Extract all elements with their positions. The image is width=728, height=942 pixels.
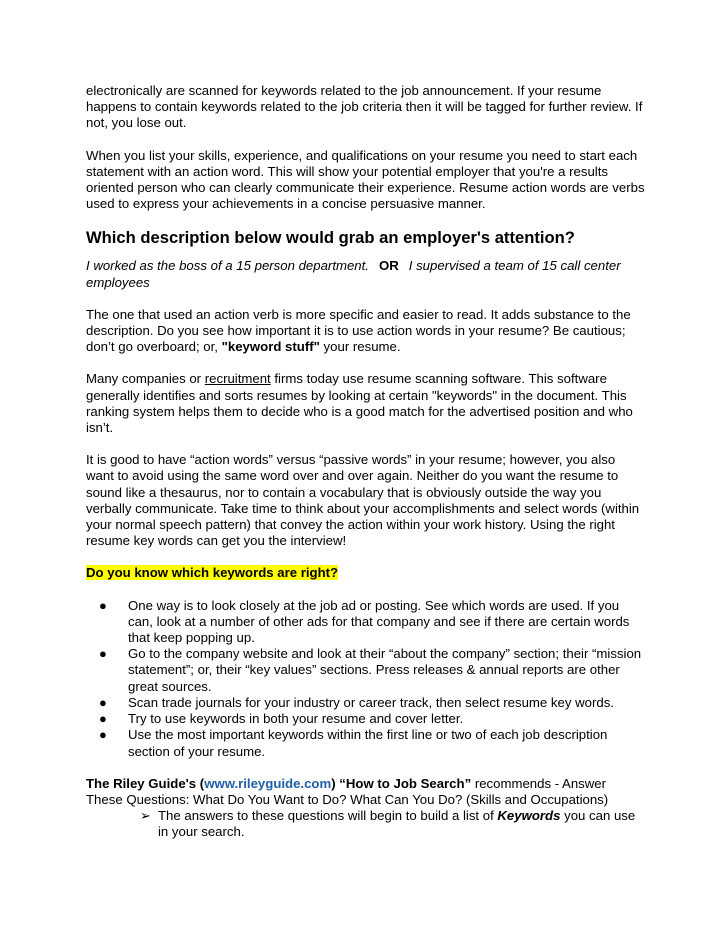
action-verb-paragraph <box>86 307 646 356</box>
scanning-end: firms today use resume scanning software. This software generally identifies and sorts resumes by looking at certain "keywords" in the document. This ranking system helps them to decide who is a good match for the advertised position and who isn’t. <box>86 371 633 436</box>
list-item <box>86 711 646 727</box>
keyword-tips-list <box>86 598 646 760</box>
comparison-left: I worked as the boss of a 15 person department. <box>86 258 369 274</box>
arrow-list-item <box>86 808 646 840</box>
list-item <box>86 727 646 759</box>
highlight-heading-line <box>86 565 646 581</box>
list-item-text: One way is to look closely at the job ad or posting. See which words are used. If you can, look at a number of other ads for that company and see if there are certain words that keep popping up. <box>128 597 630 646</box>
document-page <box>86 83 646 841</box>
intro-paragraph: electronically are scanned for keywords related to the job announcement. If your resume happens to contain keywords related to the job criteria then it will be tagged for further review. If not, you lose out. <box>86 83 643 131</box>
keyword-stuff-bold: "keyword stuff" <box>221 339 320 355</box>
keywords-emphasis: Keywords <box>497 808 561 824</box>
how-to-job-search-title: ) “How to Job Search” <box>331 775 472 791</box>
action-word-paragraph: When you list your skills, experience, and qualifications on your resume you need to start each statement with an action word. This will show your potential employer that you're a results oriented person who can clearly communicate their experience. Resume action words are verbs used to express your achievements in a concise persuasive manner. <box>86 147 645 212</box>
riley-guide-text: recommends - Answer These Questions: What Do You Want to Do? What Can You Do? (Skills and Occupations) <box>86 775 609 807</box>
comparison-line <box>86 258 646 290</box>
list-item <box>86 646 646 695</box>
list-item-text: Go to the company website and look at their “about the company” section; their “mission statement”; or, their “key values” sections. Press releases & annual reports are other great sources. <box>128 646 642 694</box>
comparison-right: I supervised a team of 15 call center employees <box>86 258 621 290</box>
rileyguide-link[interactable]: www.rileyguide.com <box>204 775 332 791</box>
arrow-item-text: The answers to these questions will begin to build a list of <box>158 808 498 824</box>
scanning-software-paragraph <box>86 371 646 436</box>
bullet-icon: ● <box>99 597 107 613</box>
list-item <box>86 695 646 711</box>
arrow-bullet-icon: ➢ <box>140 808 152 824</box>
list-item-text: Try to use keywords in both your resume and cover letter. <box>128 711 464 727</box>
list-item-text: Scan trade journals for your industry or career track, then select resume key words. <box>128 694 614 710</box>
highlighted-heading: Do you know which keywords are right? <box>86 565 339 581</box>
action-vs-passive-paragraph: It is good to have “action words” versus “passive words” in your resume; however, you also want to avoid using the same word over and over again. Neither do you want the resume to sound like a thesaurus, nor to contain a vocabulary that is obviously outside the way you verbally communicate. Take time to think about your accomplishments and select words (within your normal speech pattern) that convey the action within your work history. Using the right resume key words can get you the interview! <box>86 452 640 549</box>
action-verb-text: The one that used an action verb is more specific and easier to read. It adds substance to the description. Do you see how important it is to use action words in your resume? Be cautious; don’t go overboard; or, <box>86 306 631 355</box>
list-item <box>86 598 646 647</box>
action-verb-end: your resume. <box>319 339 401 355</box>
bullet-icon: ● <box>99 727 107 743</box>
list-item-text: Use the most important keywords within the first line or two of each job description section of your resume. <box>128 727 608 759</box>
bullet-icon: ● <box>99 711 107 727</box>
riley-guide-paragraph <box>86 776 646 808</box>
scanning-start: Many companies or <box>86 371 205 387</box>
section-heading: Which description below would grab an employer's attention? <box>86 228 575 248</box>
arrow-item-end: you can use in your search. <box>158 808 636 840</box>
bullet-icon: ● <box>99 694 107 710</box>
comparison-or: OR <box>378 258 399 274</box>
riley-guide-title: The Riley Guide's ( <box>86 775 205 791</box>
bullet-icon: ● <box>99 646 107 662</box>
recruitment-link[interactable]: recruitment <box>204 371 271 387</box>
